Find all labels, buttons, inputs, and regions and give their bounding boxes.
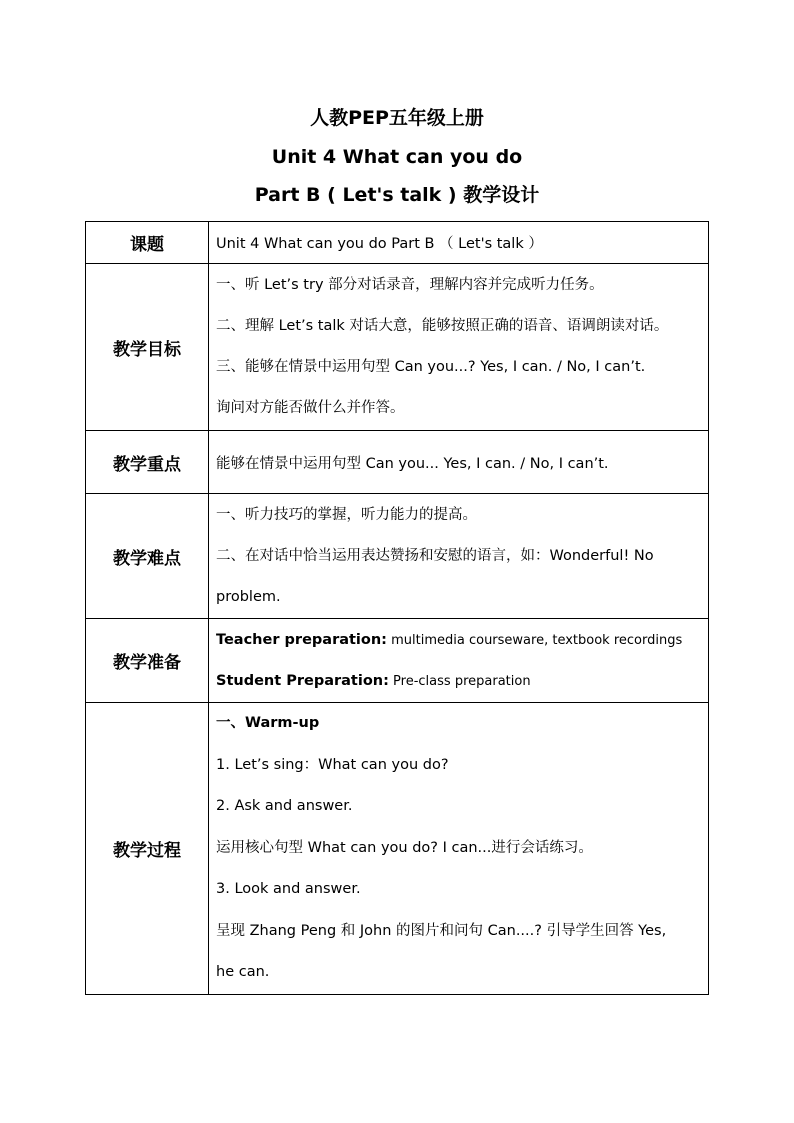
objective-line: 询问对方能否做什么并作答。	[216, 400, 405, 416]
topic-value: Unit 4 What can you do Part B （ Let's talk ）	[209, 222, 709, 264]
preparation-label: 教学准备	[86, 619, 209, 703]
teacher-preparation-label: Teacher preparation:	[216, 631, 387, 648]
lesson-plan-table	[85, 221, 709, 995]
objective-line: 三、能够在情景中运用句型 Can you...? Yes, I can. / No, I can’t.	[216, 359, 646, 375]
student-preparation-label: Student Preparation:	[216, 672, 389, 689]
key-points-label: 教学重点	[86, 431, 209, 494]
difficulties-label: 教学难点	[86, 494, 209, 619]
student-preparation-value: Pre-class preparation	[388, 673, 531, 689]
process-line: 3. Look and answer.	[216, 881, 361, 897]
difficulty-line: 二、在对话中恰当运用表达赞扬和安慰的语言，如：Wonderful! No	[216, 547, 654, 564]
preparation-content	[209, 619, 709, 703]
objective-line: 一、听 Let’s try 部分对话录音，理解内容并完成听力任务。	[216, 277, 604, 293]
table-row-process	[86, 703, 709, 995]
process-content	[209, 703, 709, 995]
process-line: 运用核心句型 What can you do? I can...进行会话练习。	[216, 839, 593, 856]
document-title: 人教PEP五年级上册	[310, 107, 484, 129]
key-points-content: 能够在情景中运用句型 Can you... Yes, I can. / No, I can’t.	[209, 431, 709, 494]
process-line: 呈现 Zhang Peng 和 John 的图片和问句 Can....? 引导学生回答 Yes,	[216, 922, 667, 939]
unit-title: Unit 4 What can you do	[271, 146, 523, 168]
process-line: 2. Ask and answer.	[216, 798, 353, 814]
objectives-label: 教学目标	[86, 264, 209, 431]
teacher-preparation	[216, 620, 701, 661]
difficulty-line: problem.	[216, 588, 281, 605]
objective-line: 二、理解 Let’s talk 对话大意，能够按照正确的语音、语调朗读对话。	[216, 318, 669, 334]
process-label: 教学过程	[86, 703, 209, 995]
teacher-preparation-value: multimedia courseware, textbook recordings	[386, 632, 683, 648]
table-row-topic	[86, 222, 709, 264]
difficulty-line: 一、听力技巧的掌握，听力能力的提高。	[216, 506, 477, 523]
document-header	[0, 100, 794, 205]
process-line: he can.	[216, 964, 270, 980]
process-heading: 一、Warm-up	[216, 715, 320, 731]
topic-label: 课题	[86, 222, 209, 264]
difficulties-content	[209, 494, 709, 619]
table-row-difficulties	[86, 494, 709, 619]
objectives-content	[209, 264, 709, 431]
lesson-title: Part B ( Let's talk ) 教学设计	[254, 184, 540, 206]
process-line: 1. Let’s sing：What can you do?	[216, 756, 449, 773]
table-row-objectives	[86, 264, 709, 431]
student-preparation	[216, 661, 701, 702]
table-row-key-points	[86, 431, 709, 494]
table-row-preparation	[86, 619, 709, 703]
